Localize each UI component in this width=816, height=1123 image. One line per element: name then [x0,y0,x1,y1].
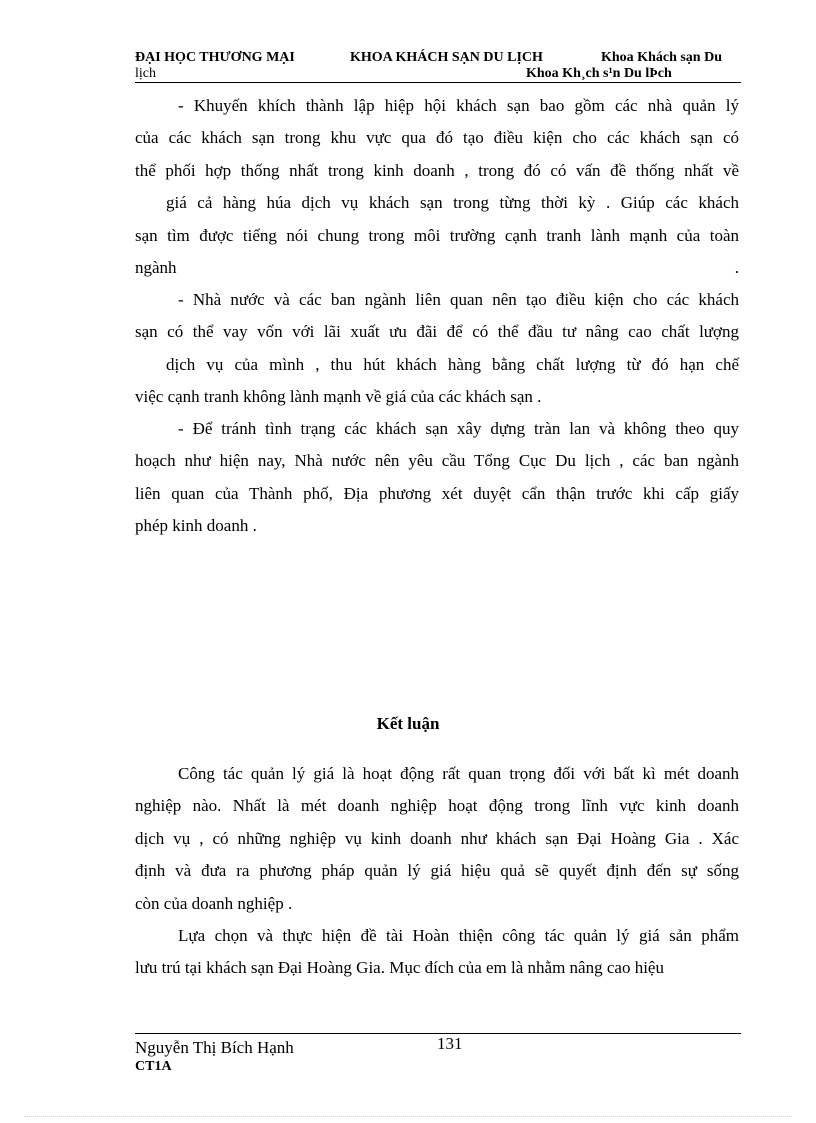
text-line: dịch vụ , có những nghiệp vụ kinh doanh như khách sạn Đại Hoàng Gia . Xác [135,828,739,848]
text-line: sạn có thể vay vốn với lãi xuất ưu đãi để có thể đầu tư nâng cao chất lượng [135,322,739,342]
text-line: còn của doanh nghiệp . [135,893,293,913]
paragraph-conclusion-2 [135,920,739,985]
header-faculty-short: Khoa Khách sạn Du [601,50,722,65]
text-line: hoạch như hiện nay, Nhà nước nên yêu cầu Tổng Cục Du lịch , các ban ngành [135,451,739,471]
text-line: Công tác quản lý giá là hoạt động rất quan trọng đối với bất kì mét doanh [178,764,739,783]
paragraph-planning [135,413,739,543]
text-line: - Để tránh tình trạng các khách sạn xây dựng tràn lan và không theo quy [178,419,739,438]
text-fragment: ngành [135,257,177,277]
text-line: liên quan của Thành phố, Địa phương xét duyệt cẩn thận trước khi cấp giấy [135,483,739,503]
text-line: giá cả hàng húa dịch vụ khách sạn trong từng thời kỳ . Giúp các khách [166,193,739,213]
header-faculty-short-cont: lịch [135,66,156,81]
footer-author: Nguyễn Thị Bích Hạnh [135,1038,294,1057]
text-line: sạn tìm được tiếng nói chung trong môi trường cạnh tranh lành mạnh của toàn [135,225,739,245]
header-faculty-garbled: Khoa Kh¸ch s¹n Du lÞch [526,66,672,81]
header-divider [135,82,741,83]
text-line [135,252,739,284]
text-line: của các khách sạn trong khu vực qua đó tạo điều kiện cho các khách sạn có [135,128,739,148]
text-line: nghiệp nào. Nhất là mét doanh nghiệp hoạt động trong lĩnh vực kinh doanh [135,796,739,816]
text-line: dịch vụ của mình , thu hút khách hàng bằng chất lượng từ đó hạn chế [166,354,739,374]
paragraph-conclusion-1 [135,758,739,920]
header-university: ĐẠI HỌC THƯƠNG MẠI [135,50,295,65]
page-number: 131 [437,1034,463,1053]
text-line: việc cạnh tranh không lành mạnh về giá của các khách sạn . [135,387,542,407]
text-line: định và đưa ra phương pháp quản lý giá hiệu quả sẽ quyết định đến sự sống [135,861,739,881]
text-line: Lựa chọn và thực hiện đề tài Hoàn thiện công tác quản lý giá sản phẩm [178,926,739,945]
text-line: phép kinh doanh . [135,516,257,536]
footer-class: CT1A [135,1059,172,1074]
text-fragment: . [734,257,739,277]
text-line: - Nhà nước và các ban ngành liên quan nên tạo điều kiện cho các khách [178,290,739,309]
header-faculty: KHOA KHÁCH SẠN DU LỊCH [350,50,543,65]
section-title-conclusion: Kết luận [376,714,440,733]
text-line: thể phối hợp thống nhất trong kinh doanh , trong đó có vấn đề thống nhất về [135,160,739,180]
page-edge-dots [24,1116,792,1117]
text-line: - Khuyến khích thành lập hiệp hội khách sạn bao gồm các nhà quản lý [178,96,739,115]
paragraph-state-support [135,284,739,414]
paragraph-hotel-association [135,90,739,284]
text-line: lưu trú tại khách sạn Đại Hoàng Gia. Mục đích của em là nhằm nâng cao hiệu [135,958,664,978]
